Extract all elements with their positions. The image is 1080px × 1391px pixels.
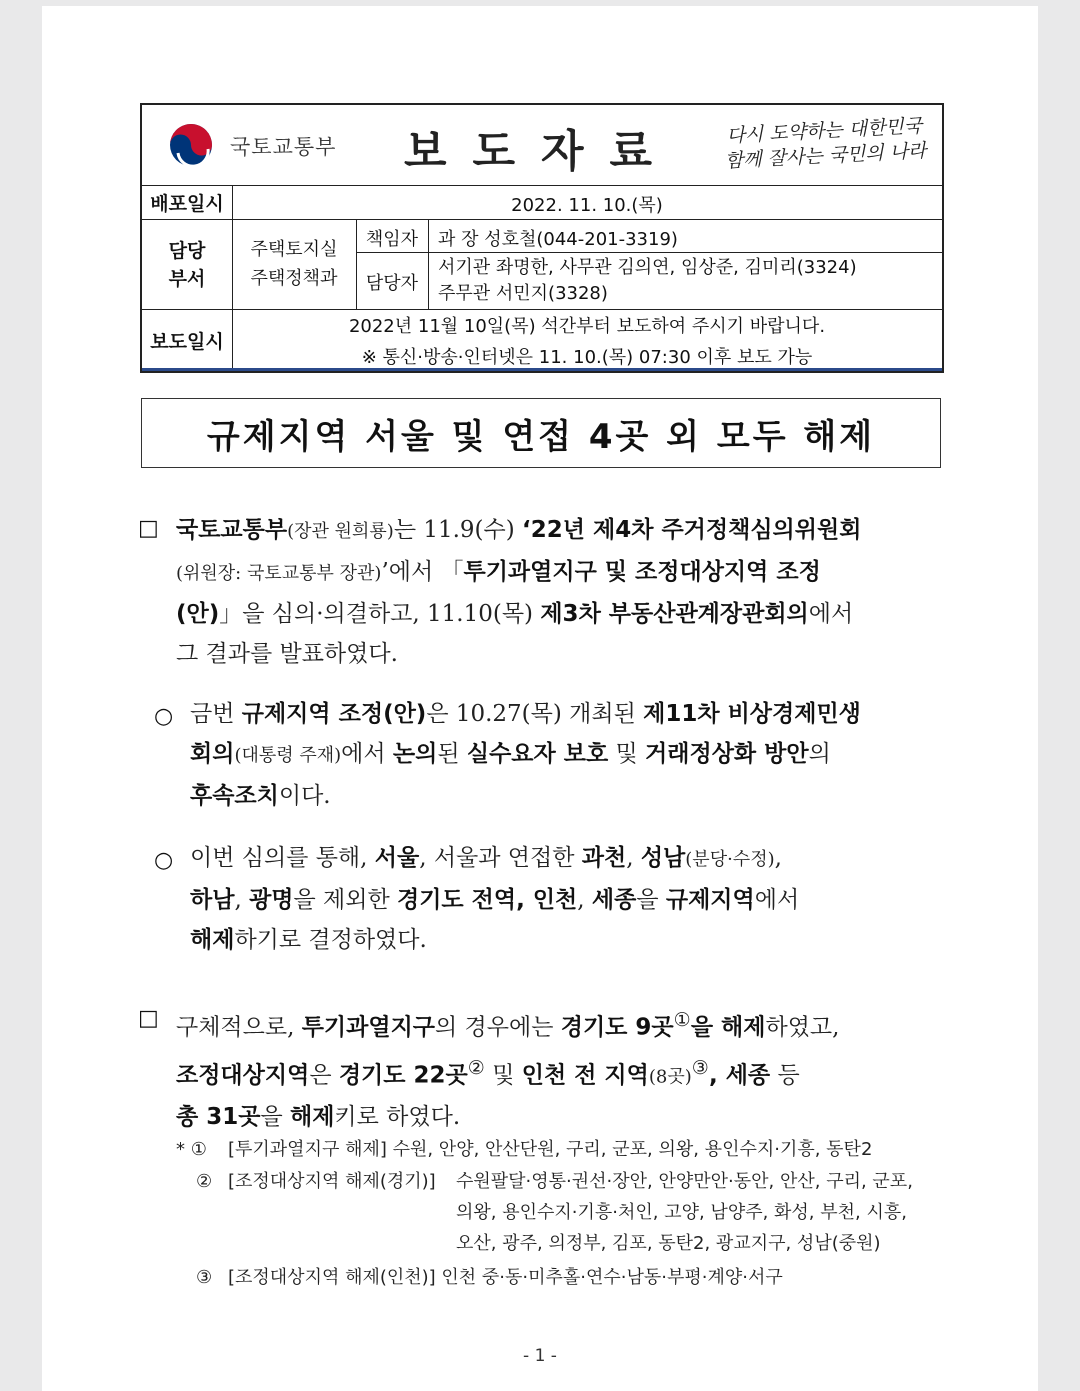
text-span: 세종 [591, 887, 637, 913]
text-span: 거래정상화 방안 [645, 741, 809, 767]
text-span: 과천 [581, 845, 627, 871]
paragraph-3 [190, 838, 940, 960]
release-date-label: 배포일시 [150, 193, 224, 215]
paragraph-2 [190, 694, 940, 816]
footnote-2-line: 수원팔달·영통·권선·장안, 안양만안·동안, 안산, 구리, 군포, [456, 1171, 913, 1192]
staff-contacts [438, 255, 942, 307]
footnote-marker: ① [673, 1008, 691, 1031]
text-span: 국토교통부 [176, 517, 288, 543]
department-label: 담당 부서 [168, 240, 206, 290]
footnote-marker: ② [467, 1055, 485, 1079]
column-divider [428, 219, 429, 309]
staff-line-2: 주무관 서민지(3328) [438, 283, 608, 304]
text-span: , 서울과 연접한 [419, 845, 582, 871]
text-span: , [234, 887, 250, 913]
ministry-logo-icon [164, 123, 218, 167]
footnote-2-list [456, 1166, 913, 1259]
text-span: 하남 [190, 887, 235, 913]
text-span: 구체적으로, [176, 1014, 302, 1041]
circle-bullet: ○ [154, 704, 174, 729]
ministry-name: 국토교통부 [230, 135, 337, 159]
text-span: 금번 [190, 701, 242, 727]
text-span: 하기로 결정하였다. [234, 927, 427, 953]
text-span: , 세종 [708, 1062, 771, 1089]
text-span: 조정대상지역 [176, 1062, 310, 1089]
text-span: 그 결과를 발표하였다. [176, 641, 398, 667]
text-span: 회의 [190, 741, 235, 767]
text-span: , [577, 887, 592, 913]
text-span: ’에서 「 [381, 559, 464, 585]
text-span: 등 [770, 1062, 800, 1089]
text-span: 의 경우에는 [435, 1014, 561, 1041]
text-span: 」을 심의·의결하고, 11.10(목) [219, 601, 541, 627]
text-span: 는 11.9(수) [393, 517, 523, 543]
footnote-2-heading: [조정대상지역 해제(경기)] [228, 1171, 436, 1192]
text-span: 및 [608, 741, 646, 767]
text-span: 투기과열지구 및 조정대상지역 조정 [463, 559, 821, 585]
text-span: 투기과열지구 [301, 1014, 436, 1041]
text-span: 된 [437, 741, 467, 767]
page-number: - 1 - [523, 1346, 557, 1366]
manager-label: 책임자 [365, 229, 419, 250]
text-span: 을 해제 [690, 1014, 766, 1041]
text-span: 광명 [249, 887, 294, 913]
text-span: 인천 전 지역 [521, 1062, 649, 1089]
text-span: 에서 [808, 601, 854, 627]
header-title-row [142, 105, 942, 186]
row-divider [356, 252, 942, 253]
paragraph-4 [176, 1000, 940, 1137]
text-span: 제11차 비상경제민생 [643, 701, 861, 727]
press-release-header [140, 103, 944, 373]
manager-contact: 과 장 성호철(044-201-3319) [438, 229, 678, 250]
footnote-2-line: 의왕, 용인수지·기흥·처인, 고양, 남양주, 화성, 부천, 시흥, [456, 1202, 907, 1223]
text-span: 하였고, [765, 1014, 840, 1041]
text-span: (대통령 주재) [234, 745, 342, 766]
text-span: 을 [636, 887, 666, 913]
square-bullet: □ [138, 1006, 159, 1031]
text-span: 해제 [190, 927, 235, 953]
release-date-value: 2022. 11. 10.(목) [511, 195, 663, 216]
square-bullet: □ [138, 516, 159, 541]
text-span: 키로 하였다. [334, 1104, 461, 1131]
row-divider [142, 219, 942, 220]
report-date-info [232, 311, 942, 373]
text-span: , [626, 845, 641, 871]
footnote-2-line: 오산, 광주, 의정부, 김포, 동탄2, 광교지구, 성남(중원) [456, 1233, 881, 1254]
row-divider [142, 309, 942, 310]
slogan-line-2: 함께 잘사는 국민의 나라 [724, 139, 927, 173]
text-span: 이번 심의를 통해, [190, 845, 375, 871]
footnote-3-mark: ③ [196, 1267, 213, 1288]
text-span: 경기도 9곳 [560, 1014, 674, 1041]
text-span: 경기도 전역, 인천 [397, 887, 578, 913]
text-span: 제3차 부동산관계장관회의 [540, 601, 809, 627]
staff-label: 담당자 [365, 273, 419, 294]
text-span: , [774, 845, 782, 871]
slogan-line-1: 다시 도약하는 대한민국 [726, 114, 923, 148]
text-span: 논의 [392, 741, 438, 767]
document-page [42, 6, 1038, 1391]
text-span: (장관 원희룡) [287, 521, 394, 542]
text-span: 및 [484, 1062, 522, 1089]
text-span: (8곳) [648, 1066, 692, 1088]
text-span: 해제 [289, 1104, 335, 1131]
report-date-label: 보도일시 [150, 331, 224, 353]
footnote-2-mark: ② [196, 1171, 213, 1192]
staff-line-1: 서기관 좌명한, 사무관 김의연, 임상준, 김미리(3324) [438, 257, 857, 278]
footnote-1: [투기과열지구 해제] 수원, 안양, 안산단원, 구리, 군포, 의왕, 용인수지·기흥, 동탄2 [228, 1139, 873, 1160]
report-line-2: ※ 통신·방송·인터넷은 11. 10.(목) 07:30 이후 보도 가능 [361, 347, 813, 368]
headline: 규제지역 서울 및 연접 4곳 외 모두 해제 [141, 398, 941, 468]
text-span: 이다. [278, 783, 331, 809]
text-span: 에서 [754, 887, 800, 913]
department-name: 주택토지실 주택정책과 [250, 239, 338, 289]
text-span: 을 제외한 [293, 887, 397, 913]
text-span: 후속조치 [190, 783, 279, 809]
text-span: 규제지역 조정(안) [241, 701, 427, 727]
text-span: 성남 [640, 845, 686, 871]
text-span: (안) [176, 601, 220, 627]
text-span: 서울 [374, 845, 420, 871]
text-span: 규제지역 [665, 887, 755, 913]
text-span: 경기도 22곳 [338, 1062, 468, 1089]
header-bottom-strip [142, 368, 942, 371]
text-span: 실수요자 보호 [466, 741, 609, 767]
footnote-3: [조정대상지역 해제(인천)] 인천 중·동·미추홀·연수·남동·부평·계양·서구 [228, 1267, 783, 1288]
text-span: 에서 [341, 741, 393, 767]
text-span: 총 31곳 [176, 1104, 261, 1131]
text-span: 을 [260, 1104, 290, 1131]
government-slogan [717, 113, 933, 174]
report-line-1: 2022년 11월 10일(목) 석간부터 보도하여 주시기 바랍니다. [348, 316, 826, 337]
footnote-1-mark: * ① [176, 1139, 207, 1160]
text-span: (분당·수정) [685, 849, 775, 870]
text-span: (위원장: 국토교통부 장관) [176, 563, 382, 584]
text-span: ‘22년 제4차 주거정책심의위원회 [522, 517, 862, 543]
document-type-title: 보도자료 [404, 126, 679, 177]
footnote-marker: ③ [691, 1055, 709, 1079]
paragraph-1 [176, 510, 940, 674]
text-span: 은 10.27(목) 개최된 [426, 701, 644, 727]
circle-bullet: ○ [154, 848, 174, 873]
text-span: 은 [309, 1062, 339, 1089]
text-span: 의 [808, 741, 831, 767]
